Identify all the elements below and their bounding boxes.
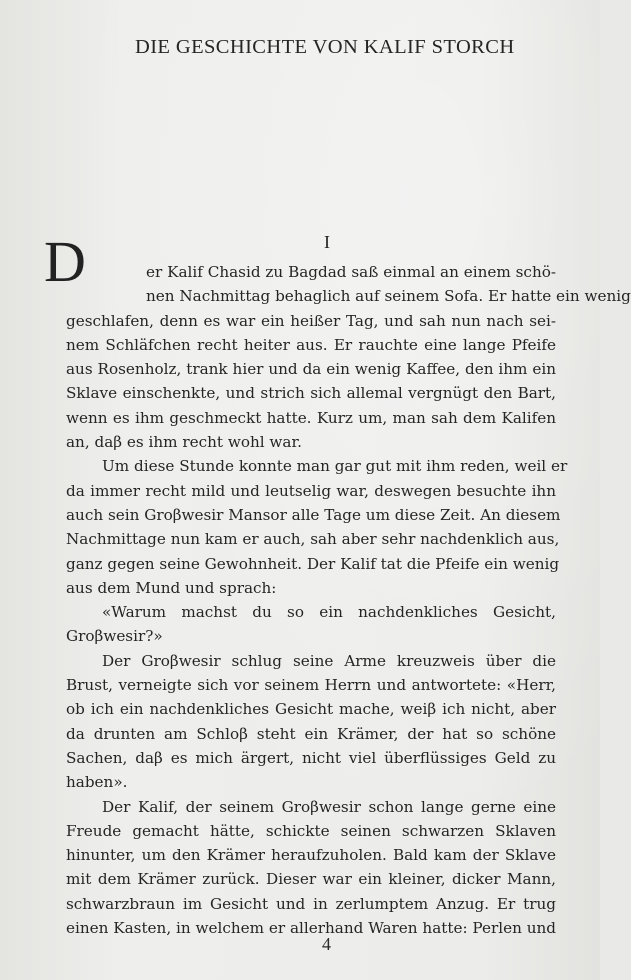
text-line: Sklave einschenkte, und strich sich allemal vergnügt den Bart, <box>66 384 556 403</box>
text-line: da drunten am Schloβ steht ein Krämer, der hat so schöne <box>66 724 556 743</box>
running-header: DIE GESCHICHTE VON KALIF STORCH <box>135 36 515 58</box>
text-line: Groβwesir?» <box>66 627 163 646</box>
text-line: Nachmittage nun kam er auch, sah aber sehr nachdenklich aus, <box>66 530 560 549</box>
text-line: Der Groβwesir schlug seine Arme kreuzweis über die <box>102 651 556 670</box>
text-line: wenn es ihm geschmeckt hatte. Kurz um, man sah dem Kalifen <box>66 408 556 427</box>
body-text <box>66 260 631 940</box>
text-line: Um diese Stunde konnte man gar gut mit ihm reden, weil er <box>102 457 568 476</box>
text-line: «Warum machst du so ein nachdenkliches Gesicht, <box>102 603 556 622</box>
text-line: hinunter, um den Krämer heraufzuholen. Bald kam der Sklave <box>66 846 556 865</box>
text-line: ob ich ein nachdenkliches Gesicht mache, weiβ ich nicht, aber <box>66 700 556 719</box>
text-line: Freude gemacht hätte, schickte seinen schwarzen Sklaven <box>66 821 556 840</box>
text-line: an, daβ es ihm recht wohl war. <box>66 433 302 452</box>
text-line: ganz gegen seine Gewohnheit. Der Kalif tat die Pfeife ein wenig <box>66 554 560 573</box>
text-line: schwarzbraun im Gesicht und in zerlumptem Anzug. Er trug <box>66 894 556 913</box>
text-line: aus Rosenholz, trank hier und da ein wenig Kaffee, den ihm ein <box>66 360 556 379</box>
text-line: mit dem Krämer zurück. Dieser war ein kleiner, dicker Mann, <box>66 870 556 889</box>
text-line: aus dem Mund und sprach: <box>66 578 277 597</box>
text-line: Brust, verneigte sich vor seinem Herrn und antwortete: «Herr, <box>66 676 556 695</box>
text-line: nen Nachmittag behaglich auf seinem Sofa. Er hatte ein wenig <box>146 287 631 306</box>
text-line: da immer recht mild und leutselig war, deswegen besuchte ihn <box>66 481 556 500</box>
text-line: haben». <box>66 773 128 792</box>
text-line: auch sein Groβwesir Mansor alle Tage um diese Zeit. An diesem <box>66 505 561 524</box>
text-line: geschlafen, denn es war ein heißer Tag, und sah nun nach sei- <box>66 311 556 330</box>
drop-cap: D <box>44 229 86 294</box>
text-line: nem Schläfchen recht heiter aus. Er rauchte eine lange Pfeife <box>66 335 556 354</box>
chapter-number: I <box>324 232 330 252</box>
text-line: Sachen, daβ es mich ärgert, nicht viel überflüssiges Geld zu <box>66 748 556 767</box>
text-line: einen Kasten, in welchem er allerhand Waren hatte: Perlen und <box>66 919 556 938</box>
text-line: Der Kalif, der seinem Groβwesir schon lange gerne eine <box>102 797 556 816</box>
page-number: 4 <box>322 934 331 954</box>
text-line: er Kalif Chasid zu Bagdad saß einmal an einem schö- <box>146 263 556 281</box>
